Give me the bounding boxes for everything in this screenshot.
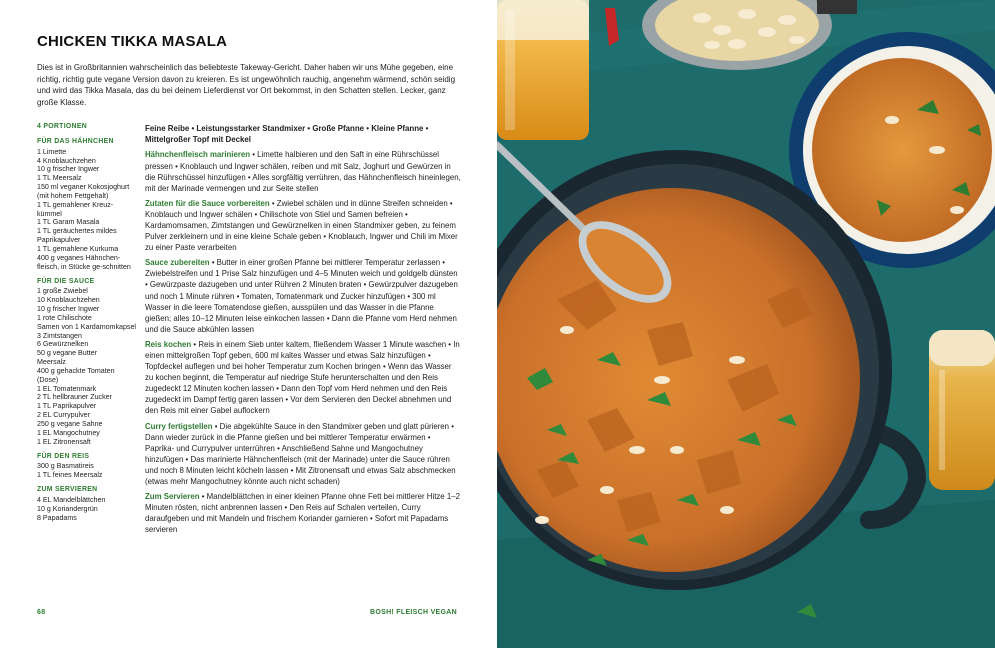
- tikka-masala-photo: [497, 0, 995, 648]
- method-step: [145, 491, 461, 535]
- recipe-title: CHICKEN TIKKA MASALA: [37, 33, 228, 50]
- ingredient-item: 1 TL gemahlene Kurkuma: [37, 244, 119, 253]
- ingredient-item: 1 EL Mangochutney: [37, 428, 100, 437]
- book-title: BOSH! FLEISCH VEGAN: [370, 609, 457, 616]
- method-step-title: Zum Servieren: [145, 492, 200, 502]
- method-step-text: • Limette halbieren und den Saft in eine Rührschüssel pressen • Knoblauch und Ingwer schälen, reiben und mit Salz, Joghurt und Gewürzen in die Rührschüssel hinzufügen • Alles sorgfältig verrühren, das Hähnchenfleisch hineinlegen, mit der Marinade vermengen und zur Seite stellen: [145, 150, 461, 193]
- ingredient-group-heading: FÜR DAS HÄHNCHEN: [37, 137, 114, 145]
- method-step-title: Curry fertigstellen: [145, 421, 213, 431]
- ingredient-item: 10 g frischer Ingwer: [37, 305, 100, 314]
- method-step: [145, 421, 461, 488]
- ingredient-item: 1 rote Chilischote: [37, 313, 92, 322]
- ingredient-item: Meersalz: [37, 358, 66, 367]
- page-number: 68: [37, 609, 46, 616]
- ingredient-item: 1 TL Paprikapulver: [37, 402, 97, 411]
- method-step-text: • Zwiebel schälen und in dünne Streifen schneiden • Knoblauch und Ingwer schälen • Chilischote von Stiel und Samen befreien • Kardamomsamen, Zimtstangen und Gewürznelken in einen Standmixer geben, zu feinem Pulver zerkleinern und in eine kleine Schale geben • Knoblauch, Ingwer und Chili im Mixer zu einer Paste verarbeiten: [145, 198, 458, 253]
- ingredient-item: 3 Zimtstangen: [37, 331, 82, 340]
- ingredient-item: 1 EL Tomatenmark: [37, 384, 97, 393]
- ingredient-item: 150 ml veganer Kokosjoghurt (mit hohem Fettgehalt): [37, 183, 130, 200]
- ingredient-item: 1 große Zwiebel: [37, 287, 88, 296]
- method-step-text: • Butter in einer großen Pfanne bei mittlerer Temperatur zerlassen • Zwiebelstreifen und 1 Prise Salz hinzufügen und 4–5 Minuten weich und goldgelb dünsten • Gewürzpaste dazugeben und unter Rühren 2 Minuten braten • Gewürzpulver dazugeben und noch 1 Minute rühren • Tomaten, Tomatenmark und Zucker hinzufügen • 300 ml Wasser in die leere Tomatendose gießen, ausspülen und das Wasser in die Pfanne gießen; alles 10–12 Minuten leise einkochen lassen • Dann die Pfanne vom Herd nehmen und die Sauce abkühlen lassen: [145, 258, 458, 334]
- method-step: [145, 257, 461, 335]
- ingredient-group-heading: ZUM SERVIEREN: [37, 486, 98, 494]
- ingredient-item: Samen von 1 Kardamomkapsel: [37, 322, 136, 331]
- method-step-text: • Reis in einem Sieb unter kaltem, fließendem Wasser 1 Minute waschen • In einen mittelgroßen Topf geben, 600 ml kaltes Wasser und etwas Salz hinzufügen • Topfdeckel auflegen und bei hoher Temperatur zum Kochen bringen • Wenn das Wasser zu kochen beginnt, die Temperatur auf niedrige Stufe herunterschalten und den Reis zugedeckt 12 Minuten kochen lassen • Dann den Topf vom Herd nehmen und den Reis zugedeckt im Dampf fertig garen lassen • Vor dem Servieren den Deckel abnehmen und den Reis mit einer Gabel auflockern: [145, 339, 460, 416]
- ingredient-item: 1 Limette: [37, 147, 67, 156]
- ingredient-group-heading: 4 PORTIONEN: [37, 123, 88, 130]
- method-step-title: Hähnchenfleisch marinieren: [145, 150, 251, 160]
- ingredient-group-heading: FÜR DEN REIS: [37, 452, 90, 460]
- ingredient-item: 50 g vegane Butter: [37, 349, 97, 358]
- method-steps: [145, 149, 461, 535]
- ingredient-item: 1 TL Garam Masala: [37, 218, 100, 227]
- method-step-text: • Die abgekühlte Sauce in den Standmixer geben und glatt pürieren • Dann wieder zurück in die Pfanne gießen und bei mittlerer Temperatur erwärmen • Paprika- und Currypulver unterrühren • Anschließend Sahne und Mangochutney hinzufügen • Das marinierte Hähnchenfleisch (mit der Marinade) unter die Sauce rühren und noch 8 Minuten leicht köcheln lassen • Mit Zitronensaft und etwas Salz abschmecken (etwas mehr Mangochutney könnte auch nicht schaden): [145, 421, 456, 487]
- ingredient-item: 10 g Koriandergrün: [37, 504, 98, 513]
- ingredient-item: 8 Papadams: [37, 513, 77, 522]
- method-step-title: Sauce zubereiten: [145, 258, 210, 268]
- ingredient-item: 1 TL geräuchertes mildes Paprikapulver: [37, 227, 117, 245]
- ingredient-item: 10 Knoblauchzehen: [37, 296, 100, 305]
- beer-glass-top: [497, 0, 589, 140]
- method-column: [145, 123, 461, 540]
- method-step: [145, 339, 461, 417]
- ingredient-item: 400 g gehackte Tomaten (Dose): [37, 366, 115, 384]
- beer-glass-bottom: [929, 330, 995, 490]
- ingredient-item: 2 EL Currypulver: [37, 411, 90, 420]
- ingredient-item: 300 g Basmatireis: [37, 462, 94, 471]
- recipe-intro: Dies ist in Großbritannien wahrscheinlich das beliebteste Takeway-Gericht. Daher haben wir uns Mühe gegeben, eine richtig, richtig gute vegane Version davon zu kreieren. Es ist ungewöhnlich rauchig, angenehm wärmend, schön seidig und wird das Tikka Masala, das du bei deinem Lieferdienst vor Ort bekommst, in den Schatten stellen. Lecker, ganz große Klasse.: [37, 63, 456, 107]
- ingredient-item: 4 Knoblauchzehen: [37, 156, 96, 165]
- ingredient-item: 6 Gewürznelken: [37, 340, 89, 349]
- method-step-text: • Mandelblättchen in einer kleinen Pfanne ohne Fett bei mittlerer Hitze 1–2 Minuten rösten, nicht anbrennen lassen • Den Reis auf Schalen verteilen, Curry daraufgeben und mit Mandeln und frischem Koriander garnieren • Sofort mit Papadams servieren: [145, 492, 460, 535]
- ingredient-item: 250 g vegane Sahne: [37, 420, 103, 428]
- equipment-list: Feine Reibe • Leistungsstarker Standmixer • Große Pfanne • Kleine Pfanne • Mittelgroßer Topf mit Deckel: [145, 124, 429, 145]
- ingredient-item: 1 TL gemahlener Kreuz-kümmel: [37, 200, 114, 218]
- method-step: [145, 198, 461, 253]
- ingredient-item: 4 EL Mandelblättchen: [37, 495, 106, 504]
- ingredient-list: [37, 123, 137, 522]
- ingredient-item: 1 TL feines Meersalz: [37, 471, 103, 480]
- method-step-title: Zutaten für die Sauce vorbereiten: [145, 198, 270, 208]
- method-step: [145, 149, 461, 193]
- ingredient-item: 10 g frischer Ingwer: [37, 165, 100, 174]
- food-photo: [497, 0, 995, 648]
- left-page: [0, 0, 497, 648]
- ingredient-item: 1 TL Meersalz: [37, 174, 82, 183]
- ingredient-item: 1 EL Zitronensaft: [37, 437, 91, 446]
- ingredient-group-heading: FÜR DIE SAUCE: [37, 277, 95, 285]
- ingredient-item: 400 g veganes Hähnchen-fleisch, in Stücke ge-schnitten: [37, 253, 131, 271]
- ingredient-item: 2 TL hellbrauner Zucker: [37, 393, 112, 402]
- method-step-title: Reis kochen: [145, 339, 192, 349]
